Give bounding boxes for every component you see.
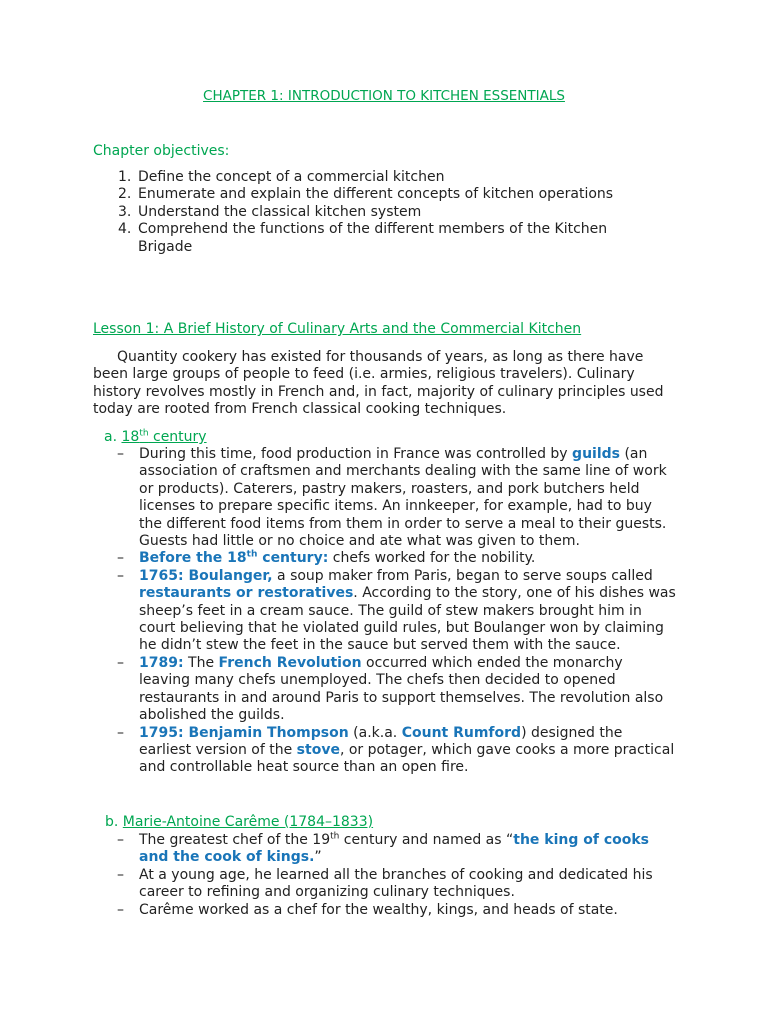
list-item: – The greatest chef of the 19th century and named as “the king of cooks and the cook of kings.” — [117, 831, 650, 866]
section-b-heading — [105, 814, 373, 831]
section-letter: b. — [105, 814, 119, 830]
section-a-bullets — [117, 446, 677, 777]
lesson-intro: Quantity cookery has existed for thousands of years, as long as there have been large groups of people to feed (i.e. armies, religious travelers). Culinary history revolves mostly in French and, in fact, majority of culinary principles used today are rooted from French classical cooking techniques. — [93, 349, 664, 418]
list-item: – At a young age, he learned all the branches of cooking and dedicated his career to refining and organizing culinary techniques. — [117, 866, 653, 901]
list-item: – Before the 18th century: chefs worked for the nobility. — [117, 549, 536, 567]
list-item: – 1765: Boulanger, a soup maker from Paris, began to serve soups called restaurants or restoratives. According to the story, one of his dishes was sheep’s feet in a cream sauce. The guild of stew makers brought him in court believing that he violated guild rules, but Boulanger won by claiming he didn’t stew the feet in the sauce but served them with the sauce. — [117, 567, 676, 654]
section-title: 18th century — [121, 428, 207, 445]
section-b-bullets — [117, 832, 677, 919]
list-item: 4. Comprehend the functions of the different members of the Kitchen Brigade — [118, 221, 608, 255]
lesson-title: Lesson 1: A Brief History of Culinary Arts and the Commercial Kitchen — [93, 321, 582, 337]
list-item: – 1795: Benjamin Thompson (a.k.a. Count Rumford) designed the earliest version of the stove, or potager, which gave cooks a more practical and controllable heat source than an open fire. — [117, 724, 675, 776]
list-item: – During this time, food production in France was controlled by guilds (an association of craftsmen and merchants dealing with the same line of work or products). Caterers, pastry makers, roasters, and pork butchers held licenses to prepare specific items. An innkeeper, for example, had to buy the different food items from them in order to serve a meal to their guests. Guests had little or no choice and ate what was given to them. — [117, 446, 667, 550]
list-item: – 1789: The French Revolution occurred which ended the monarchy leaving many chefs unemployed. The chefs then decided to opened restaurants in and around Paris to support themselves. The revolution also abolished the guilds. — [117, 654, 664, 724]
objectives-list — [118, 169, 638, 256]
list-item: 3. Understand the classical kitchen system — [118, 203, 422, 220]
chapter-title: CHAPTER 1: INTRODUCTION TO KITCHEN ESSENTIALS — [203, 88, 565, 104]
section-title: Marie-Antoine Carême (1784–1833) — [122, 814, 374, 830]
section-letter: a. — [104, 429, 118, 445]
list-item: – Carême worked as a chef for the wealthy, kings, and heads of state. — [117, 901, 618, 918]
objectives-heading: Chapter objectives: — [93, 143, 230, 159]
list-item: 1. Define the concept of a commercial kitchen — [118, 169, 445, 185]
section-a-heading — [104, 429, 207, 446]
list-item: 2. Enumerate and explain the different concepts of kitchen operations — [118, 186, 614, 203]
